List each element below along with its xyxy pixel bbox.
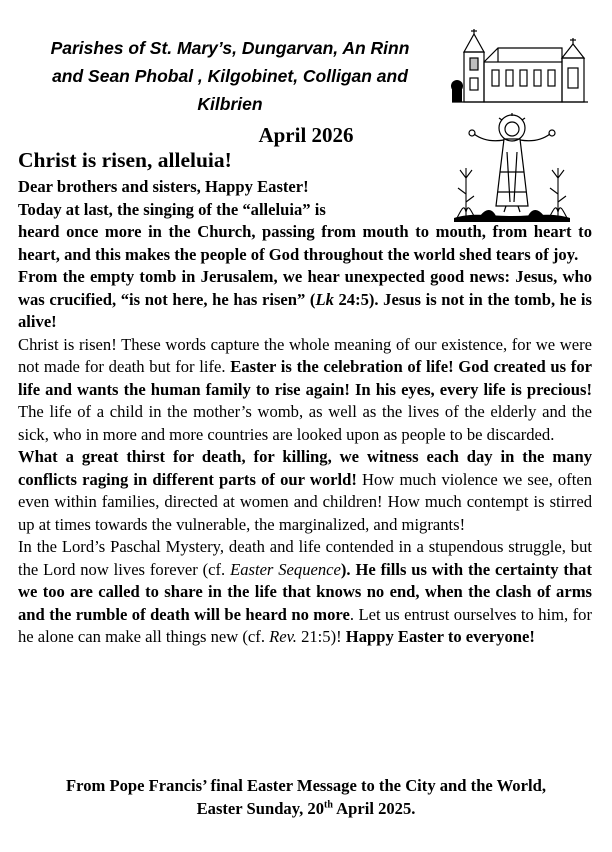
church-illustration: [450, 28, 590, 104]
article-title: Christ is risen, alleluia!: [18, 148, 232, 172]
greeting: Dear brothers and sisters, Happy Easter!: [18, 177, 309, 196]
header-line-3: Kilbrien: [197, 94, 263, 114]
paragraph-3: Christ is risen! These words capture the whole meaning of our existence, for we were not made for death but for life. Easter is the celebration of life! God created us for life and wants the human family to rise again! In his eyes, every life is precious! The life of a child in the mother’s womb, as well as the lives of the elderly and the sick, who in more and more countries are looked upon as people to be discarded.: [18, 334, 592, 444]
header-line-1: Parishes of St. Mary’s, Dungarvan, An Rinn: [50, 38, 410, 58]
paragraph-1-start: Today at last, the singing of the “alleluia” is: [18, 199, 326, 219]
paragraph-4: What a great thirst for death, for killing, we witness each day in the many conflicts raging in different parts of our world! How much violence we see, often even within families, directed at women and children! How much contempt is stirred up at times towards the vulnerable, the marginalized, and migrants!: [18, 447, 592, 534]
paragraph-5: In the Lord’s Paschal Mystery, death and life contended in a stupendous struggle, but the Lord now lives forever (cf. Easter Sequence). He fills us with the certainty that we too are called to share in the life that knows no end, when the clash of arms and the rumble of death will be heard no more. Let us entrust ourselves to him, for he alone can make all things new (cf. Rev. 21:5)! Happy Easter to everyone!: [18, 537, 593, 646]
source-attribution: [0, 774, 612, 820]
header-line-2: and Sean Phobal , Kilgobinet, Colligan and: [52, 66, 408, 86]
paragraph-2: From the empty tomb in Jerusalem, we hear unexpected good news: Jesus, who was crucified, “is not here, he has risen” (Lk 24:5). Jesus is not in the tomb, he is alive!: [18, 267, 592, 331]
message-body: [18, 176, 592, 649]
issue-date: April 2026: [258, 123, 354, 147]
attribution-line-1: From Pope Francis’ final Easter Message to the City and the World,: [66, 776, 546, 795]
attribution-line-2: Easter Sunday, 20th April 2025.: [196, 799, 416, 818]
parish-header: [30, 34, 430, 118]
paragraph-1: heard once more in the Church, passing from mouth to mouth, from heart to heart, and this makes the people of God throughout the world shed tears of joy.: [18, 222, 592, 264]
